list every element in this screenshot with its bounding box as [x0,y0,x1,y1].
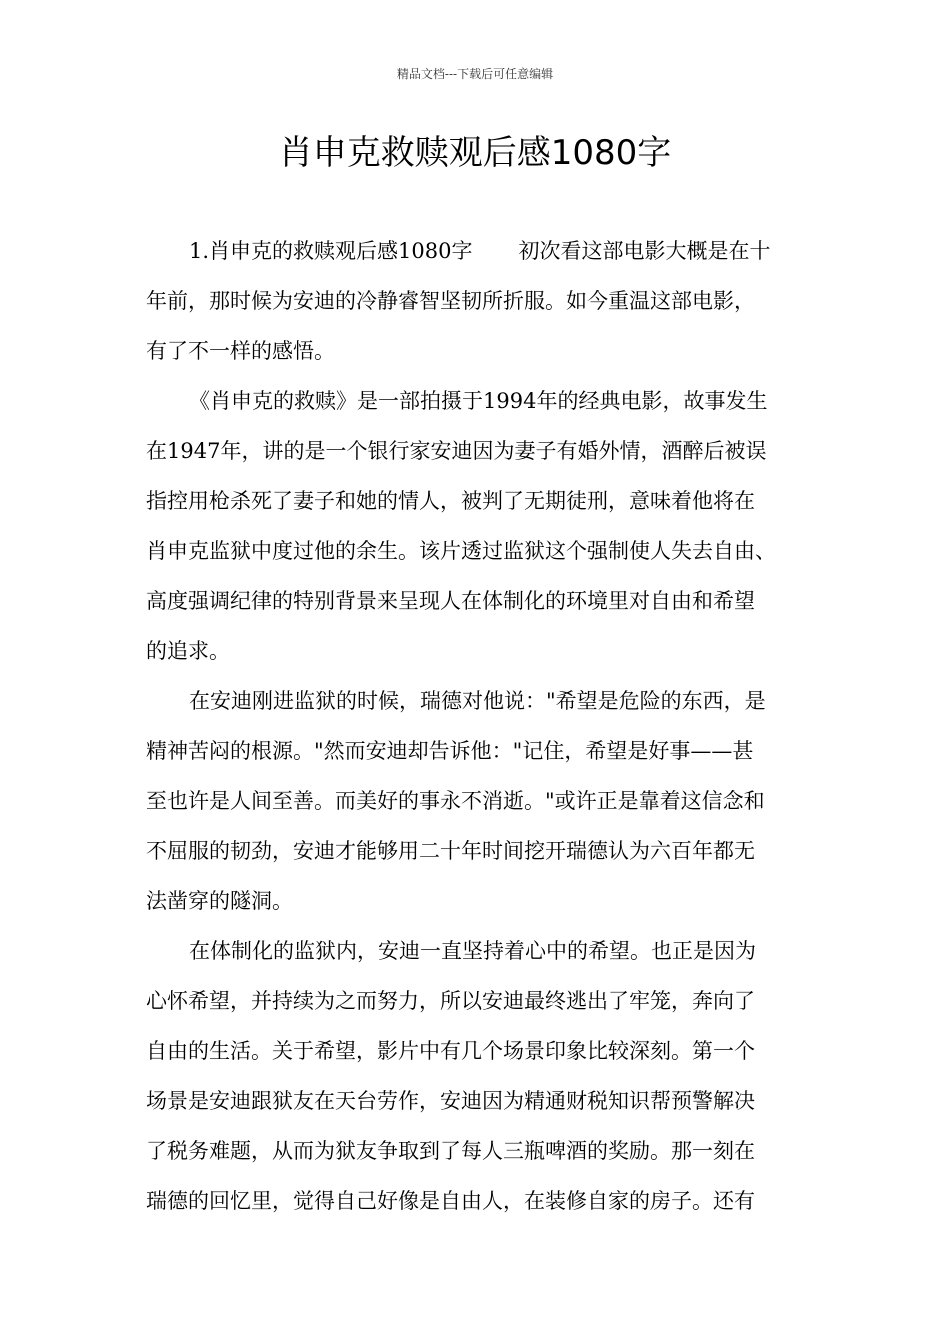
text-line: 瑞德的回忆里，觉得自己好像是自由人，在装修自家的房子。还有 [146,1189,755,1213]
text-line: 不屈服的韧劲，安迪才能够用二十年时间挖开瑞德认为六百年都无 [146,839,755,863]
text-line: 肖申克监狱中度过他的余生。该片透过监狱这个强制使人失去自由、 [146,539,776,563]
text-line: 在体制化的监狱内，安迪一直坚持着心中的希望。也正是因为 [189,939,756,963]
text-line: 了税务难题，从而为狱友争取到了每人三瓶啤酒的奖励。那一刻在 [146,1139,755,1163]
text-line: 高度强调纪律的特别背景来呈现人在体制化的环境里对自由和希望 [146,589,755,613]
text-line: 场景是安迪跟狱友在天台劳作，安迪因为精通财税知识帮预警解决 [146,1089,755,1113]
document-title: 肖申克救赎观后感1080字 [278,133,672,173]
text-line: 法凿穿的隧洞。 [146,889,293,913]
paragraph-4 [146,926,826,1226]
text-line: 心怀希望，并持续为之而努力，所以安迪最终逃出了牢笼，奔向了 [146,989,755,1013]
text-segment: 1.肖申克的救赎观后感1080字 [189,239,473,263]
text-segment: 初次看这部电影大概是在十 [518,239,771,263]
paragraph-3 [146,676,826,926]
text-line: 在安迪刚进监狱的时候，瑞德对他说："希望是危险的东西，是 [189,689,766,713]
text-line: 至也许是人间至善。而美好的事永不消逝。"或许正是靠着这信念和 [146,789,765,813]
text-line: 自由的生活。关于希望，影片中有几个场景印象比较深刻。第一个 [146,1039,755,1063]
header-note: 精品文档---下载后可任意编辑 [396,67,554,81]
text-line: 指控用枪杀死了妻子和她的情人，被判了无期徒刑，意味着他将在 [146,489,755,513]
paragraph-1 [146,226,826,376]
text-line: 年前，那时候为安迪的冷静睿智坚韧所折服。如今重温这部电影， [146,289,755,313]
text-line [146,226,826,276]
text-line: 在1947年，讲的是一个银行家安迪因为妻子有婚外情，酒醉后被误 [146,439,767,463]
text-line: 的追求。 [146,639,230,663]
text-line: 有了不一样的感悟。 [146,339,335,363]
paragraph-2 [146,376,826,676]
text-line: 精神苦闷的根源。"然而安迪却告诉他："记住，希望是好事——甚 [146,739,754,763]
text-line: 《肖申克的救赎》是一部拍摄于1994年的经典电影，故事发生 [189,389,768,413]
document-body [146,226,826,1226]
